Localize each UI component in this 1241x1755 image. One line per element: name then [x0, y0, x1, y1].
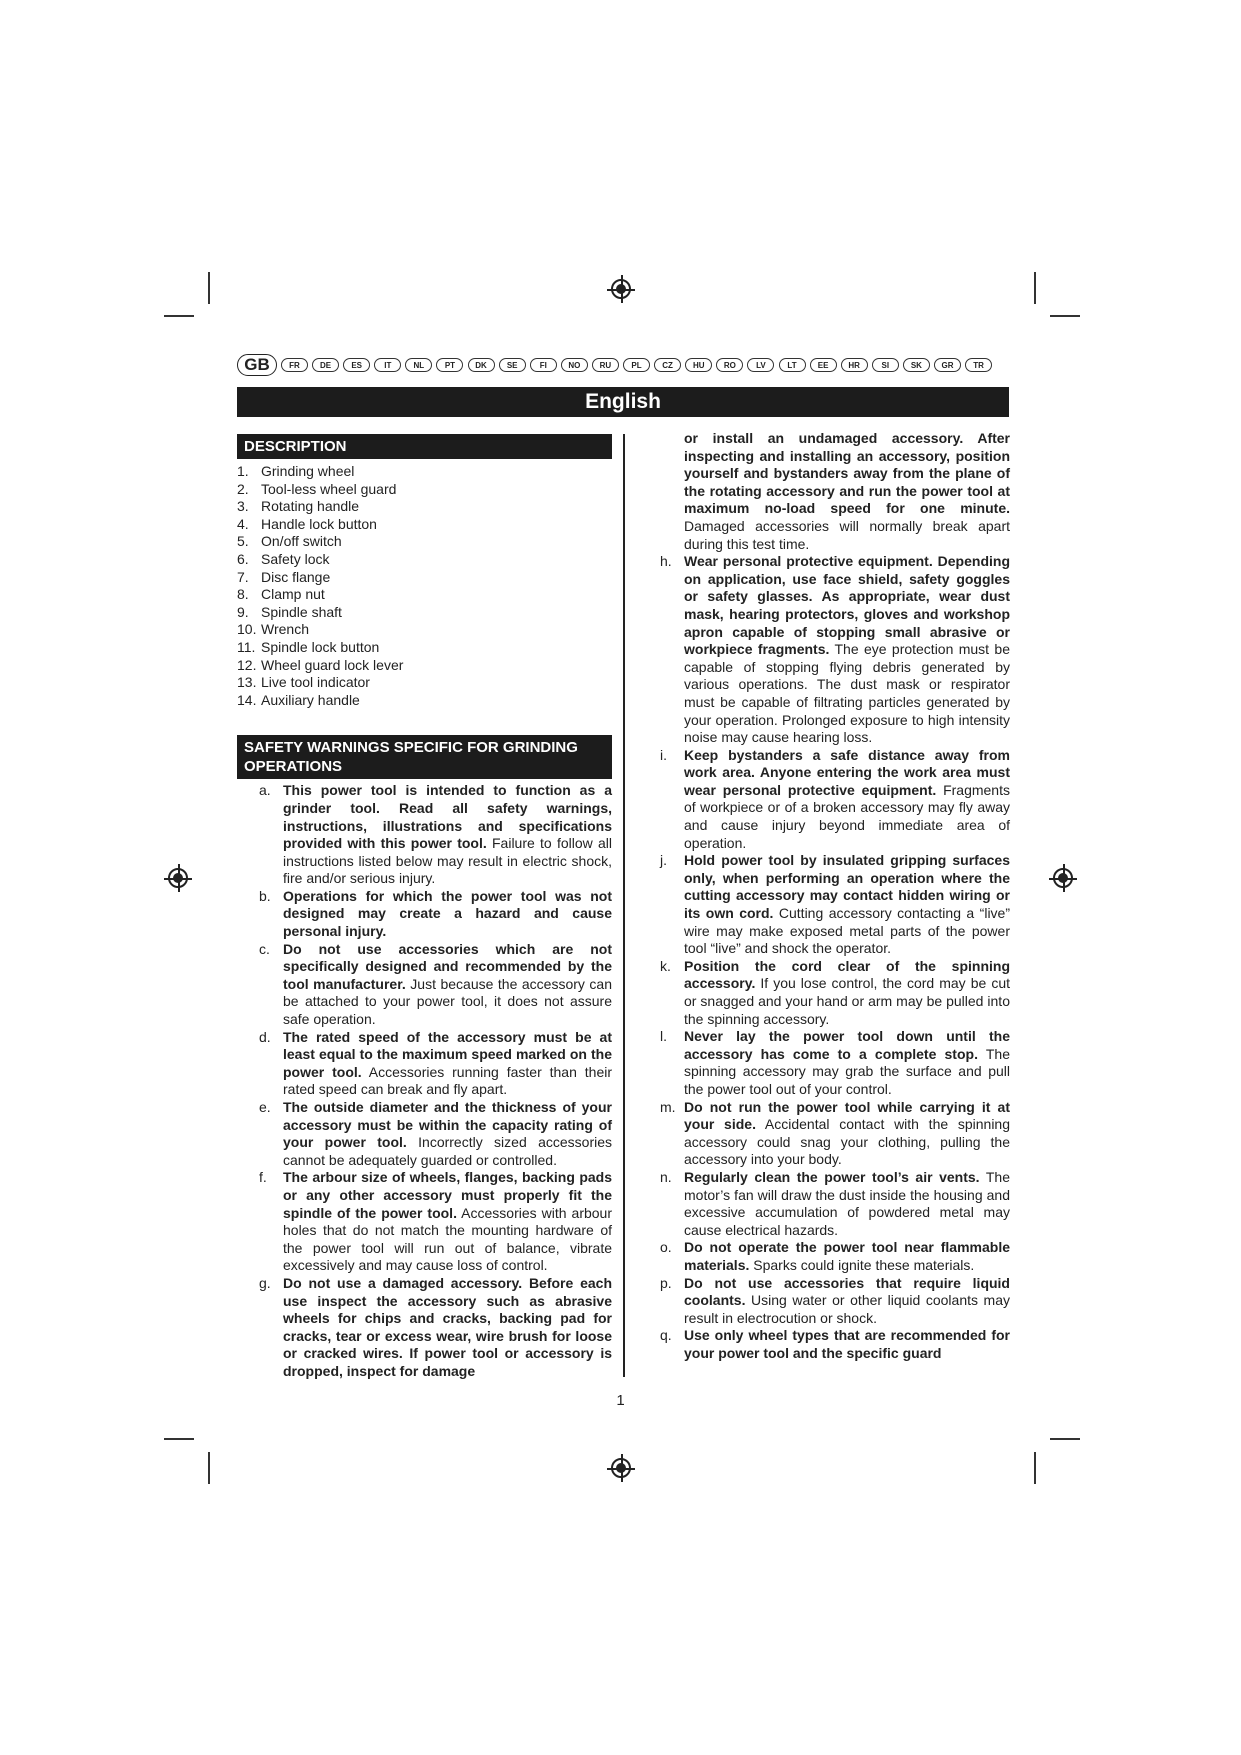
item-label: Wrench: [261, 621, 309, 638]
item-letter: j.: [660, 852, 667, 869]
list-item: [237, 621, 612, 639]
item-letter: a.: [259, 782, 271, 799]
left-column: [237, 434, 612, 1381]
crop-mark: [1050, 1438, 1080, 1440]
list-item: [660, 958, 1010, 1028]
item-label: Handle lock button: [261, 515, 377, 532]
warning-body-text: Sparks could ignite these materials.: [749, 1256, 975, 1273]
warning-bold-text: Keep bystanders a safe distance away from work area. Anyone entering the work area must wear personal protective equipment.: [684, 746, 1010, 798]
warning-bold-text: Hold power tool by insulated gripping surfaces only, when performing an operation where the cutting accessory may contact hidden wiring or its own cord.: [684, 852, 1010, 922]
language-badge: RU: [592, 358, 619, 372]
item-letter: o.: [660, 1239, 672, 1256]
language-badge: CZ: [654, 358, 681, 372]
item-number: 3.: [237, 498, 249, 515]
list-item: [237, 533, 612, 551]
item-number: 8.: [237, 586, 249, 603]
language-badge: NL: [405, 358, 432, 372]
warning-body-text: The eye protection must be capable of stopping flying debris generated by various operations. The dust mask or respirator must be capable of filtrating particles generated by your operation. Prolonged exposure to high intensity noise may cause hearing loss.: [684, 641, 1010, 746]
language-badge: LT: [779, 358, 806, 372]
item-label: Live tool indicator: [261, 674, 370, 691]
crop-mark: [1034, 272, 1036, 304]
warning-body-text: Using water or other liquid coolants may result in electrocution or shock.: [684, 1292, 1010, 1326]
list-item: [237, 674, 612, 692]
safety-warning-list: [259, 782, 612, 1380]
language-banner: English: [237, 387, 1009, 417]
language-badge: HR: [841, 358, 868, 372]
warning-body-text: Accessories with arbour holes that do not match the mounting hardware of the power tool will run out of balance, vibrate excessively and may cause loss of control.: [283, 1204, 613, 1274]
item-letter: l.: [660, 1028, 667, 1045]
item-label: Spindle lock button: [261, 638, 380, 655]
list-item: [259, 888, 612, 941]
item-label: Wheel guard lock lever: [261, 656, 404, 673]
item-number: 13.: [237, 674, 257, 691]
item-number: 5.: [237, 533, 249, 550]
language-badge-list: [281, 358, 996, 372]
page-number: 1: [616, 1392, 625, 1409]
warning-bold-text: Use only wheel types that are recommended for your power tool and the specific guard: [684, 1327, 1010, 1361]
item-letter: h.: [660, 553, 672, 570]
crop-mark: [1050, 315, 1080, 317]
warning-bold-text: This power tool is intended to function as a grinder tool. Read all safety warnings, instructions, illustrations and specifications provided with this power tool.: [283, 782, 612, 852]
item-number: 4.: [237, 515, 249, 532]
item-number: 7.: [237, 568, 249, 585]
list-item: [660, 1275, 1010, 1328]
warning-bold-text: Operations for which the power tool was not designed may create a hazard and cause personal injury.: [283, 887, 612, 940]
list-item: [259, 1169, 612, 1275]
item-letter: g.: [259, 1274, 271, 1291]
warning-bold-text: Do not use accessories which are not specifically designed and recommended by the tool manufacturer.: [283, 940, 612, 992]
item-number: 9.: [237, 603, 249, 620]
item-label: Tool-less wheel guard: [261, 480, 397, 497]
list-item: [237, 569, 612, 587]
warning-bold-text: Do not use accessories that require liquid coolants.: [684, 1274, 1010, 1309]
warning-body-text: If you lose control, the cord may be cut or snagged and your hand or arm may be pulled into the spinning accessory.: [684, 975, 1010, 1027]
item-letter: q.: [660, 1327, 672, 1344]
item-number: 6.: [237, 550, 249, 567]
language-badge: PL: [623, 358, 650, 372]
list-item: [237, 481, 612, 499]
item-letter: b.: [259, 887, 271, 904]
language-badge-active: GB: [237, 354, 277, 376]
list-item: [660, 1239, 1010, 1274]
crop-mark: [1034, 1452, 1036, 1484]
warning-body-text: Failure to follow all instructions listed below may result in electric shock, fire and/or serious injury.: [283, 835, 612, 887]
list-item: [660, 747, 1010, 853]
language-badge: GR: [934, 358, 961, 372]
list-item: [237, 657, 612, 675]
item-letter: p.: [660, 1274, 672, 1291]
list-item: [259, 782, 612, 888]
safety-warning-list: [660, 553, 1010, 1362]
list-item: [237, 516, 612, 534]
registration-mark-icon: [611, 1458, 631, 1478]
language-badge: FR: [281, 358, 308, 372]
parts-list: [237, 463, 612, 709]
warning-bold-text: or install an undamaged accessory. After inspecting and installing an accessory, position yourself and bystanders away from the plane of the rotating accessory and run the power tool at maximum no-load speed for one minute.: [684, 430, 1010, 517]
language-badge: DE: [312, 358, 339, 372]
item-letter: e.: [259, 1099, 271, 1115]
warning-body-text: Damaged accessories will normally break apart during this test time.: [684, 517, 1010, 552]
warning-bold-text: Do not operate the power tool near flammable materials.: [684, 1239, 1010, 1273]
list-item: [237, 692, 612, 710]
registration-mark-icon: [168, 868, 188, 888]
item-number: 2.: [237, 480, 249, 497]
item-number: 14.: [237, 691, 257, 708]
warning-bold-text: The arbour size of wheels, flanges, backing pads or any other accessory must properly fit the spindle of the power tool.: [283, 1169, 612, 1221]
list-item: [237, 604, 612, 622]
language-badge: EE: [810, 358, 837, 372]
list-item: [237, 586, 612, 604]
language-badge: DK: [468, 358, 495, 372]
item-number: 12.: [237, 656, 257, 673]
list-item: [259, 1099, 612, 1169]
item-label: Auxiliary handle: [261, 691, 360, 708]
warning-body-text: Incorrectly sized accessories cannot be adequately guarded or controlled.: [283, 1134, 612, 1168]
language-badge: SI: [872, 358, 899, 372]
list-item: [237, 463, 612, 481]
registration-mark-icon: [1053, 868, 1073, 888]
language-badge: NO: [561, 358, 588, 372]
language-badge: FI: [530, 358, 557, 372]
language-badge: IT: [374, 358, 401, 372]
section-heading-safety: SAFETY WARNINGS SPECIFIC FOR GRINDING OPERATIONS: [237, 735, 612, 779]
right-column: [660, 430, 1010, 1362]
list-item: [259, 941, 612, 1029]
warning-bold-text: The outside diameter and the thickness of your accessory must be within the capacity rating of your power tool.: [283, 1099, 612, 1151]
item-label: Clamp nut: [261, 586, 325, 603]
warning-body-text: Fragments of workpiece or of a broken accessory may fly away and cause injury beyond immediate area of operation.: [684, 781, 1010, 851]
list-item: [660, 553, 1010, 747]
item-label: Disc flange: [261, 568, 331, 585]
language-bar: [237, 353, 1009, 377]
item-label: Grinding wheel: [261, 463, 355, 479]
language-badge: ES: [343, 358, 370, 372]
item-number: 10.: [237, 621, 257, 638]
warning-body-text: Accessories running faster than their rated speed can break and fly apart.: [283, 1063, 613, 1098]
item-letter: n.: [660, 1168, 672, 1185]
crop-mark: [164, 315, 194, 317]
language-badge: PT: [436, 358, 463, 372]
language-badge: SE: [499, 358, 526, 372]
item-number: 11.: [237, 638, 256, 655]
list-item: [259, 1275, 612, 1381]
warning-body-text: Cutting accessory contacting a “live” wire may make exposed metal parts of the power tool “live” and shock the operator.: [684, 905, 1010, 957]
warning-bold-text: The rated speed of the accessory must be at least equal to the maximum speed marked on the power tool.: [283, 1028, 612, 1080]
list-item: [237, 551, 612, 569]
item-letter: f.: [259, 1169, 267, 1186]
list-item: [660, 1169, 1010, 1239]
item-label: Rotating handle: [261, 498, 360, 515]
item-letter: d.: [259, 1028, 271, 1045]
item-label: On/off switch: [261, 533, 342, 550]
item-letter: i.: [660, 746, 667, 763]
language-badge: TR: [965, 358, 992, 372]
warning-bold-text: Wear personal protective equipment. Depending on application, use face shield, safety goggles or safety glasses. As appropriate, wear dust mask, hearing protectors, gloves and workshop apron capable of stopping small abrasive or workpiece fragments.: [684, 553, 1010, 658]
warning-bold-text: Regularly clean the power tool’s air vents.: [684, 1168, 980, 1185]
language-badge: RO: [716, 358, 743, 372]
crop-mark: [164, 1438, 194, 1440]
warning-body-text: The motor’s fan will draw the dust inside the housing and excessive accumulation of powdered metal may cause electrical hazards.: [684, 1168, 1011, 1238]
warning-continuation: [660, 430, 1010, 553]
item-label: Spindle shaft: [261, 603, 342, 620]
list-item: [660, 1099, 1010, 1169]
language-badge: SK: [903, 358, 930, 372]
list-item: [660, 852, 1010, 958]
warning-body-text: Accidental contact with the spinning accessory could snag your clothing, pulling the accessory into your body.: [684, 1116, 1010, 1168]
warning-bold-text: Position the cord clear of the spinning accessory.: [684, 957, 1010, 992]
list-item: [237, 639, 612, 657]
warning-bold-text: Never lay the power tool down until the accessory has come to a complete stop.: [684, 1028, 1010, 1062]
list-item: [259, 1029, 612, 1099]
warning-bold-text: Do not run the power tool while carrying it at your side.: [684, 1098, 1010, 1133]
item-letter: k.: [660, 957, 671, 974]
item-letter: m.: [660, 1098, 676, 1115]
warning-bold-text: Do not use a damaged accessory. Before each use inspect the accessory such as abrasive wheels for chips and cracks, backing pad for cracks, tear or excess wear, wire brush for loose or cracked wires. If power tool or accessory is dropped, inspect for damage: [283, 1274, 612, 1379]
warning-body-text: Just because the accessory can be attached to your power tool, it does not assure safe operation.: [283, 975, 612, 1028]
section-heading-description: DESCRIPTION: [237, 434, 612, 459]
item-number: 1.: [237, 463, 249, 479]
item-label: Safety lock: [261, 550, 330, 567]
crop-mark: [208, 1452, 210, 1484]
item-letter: c.: [259, 940, 270, 957]
list-item: [660, 1327, 1010, 1362]
registration-mark-icon: [611, 279, 631, 299]
list-item: [660, 1028, 1010, 1098]
crop-mark: [208, 272, 210, 304]
warning-body-text: The spinning accessory may grab the surface and pull the power tool out of your control.: [684, 1045, 1010, 1097]
language-badge: HU: [685, 358, 712, 372]
list-item: [237, 498, 612, 516]
column-divider: [623, 434, 625, 1377]
language-badge: LV: [747, 358, 774, 372]
